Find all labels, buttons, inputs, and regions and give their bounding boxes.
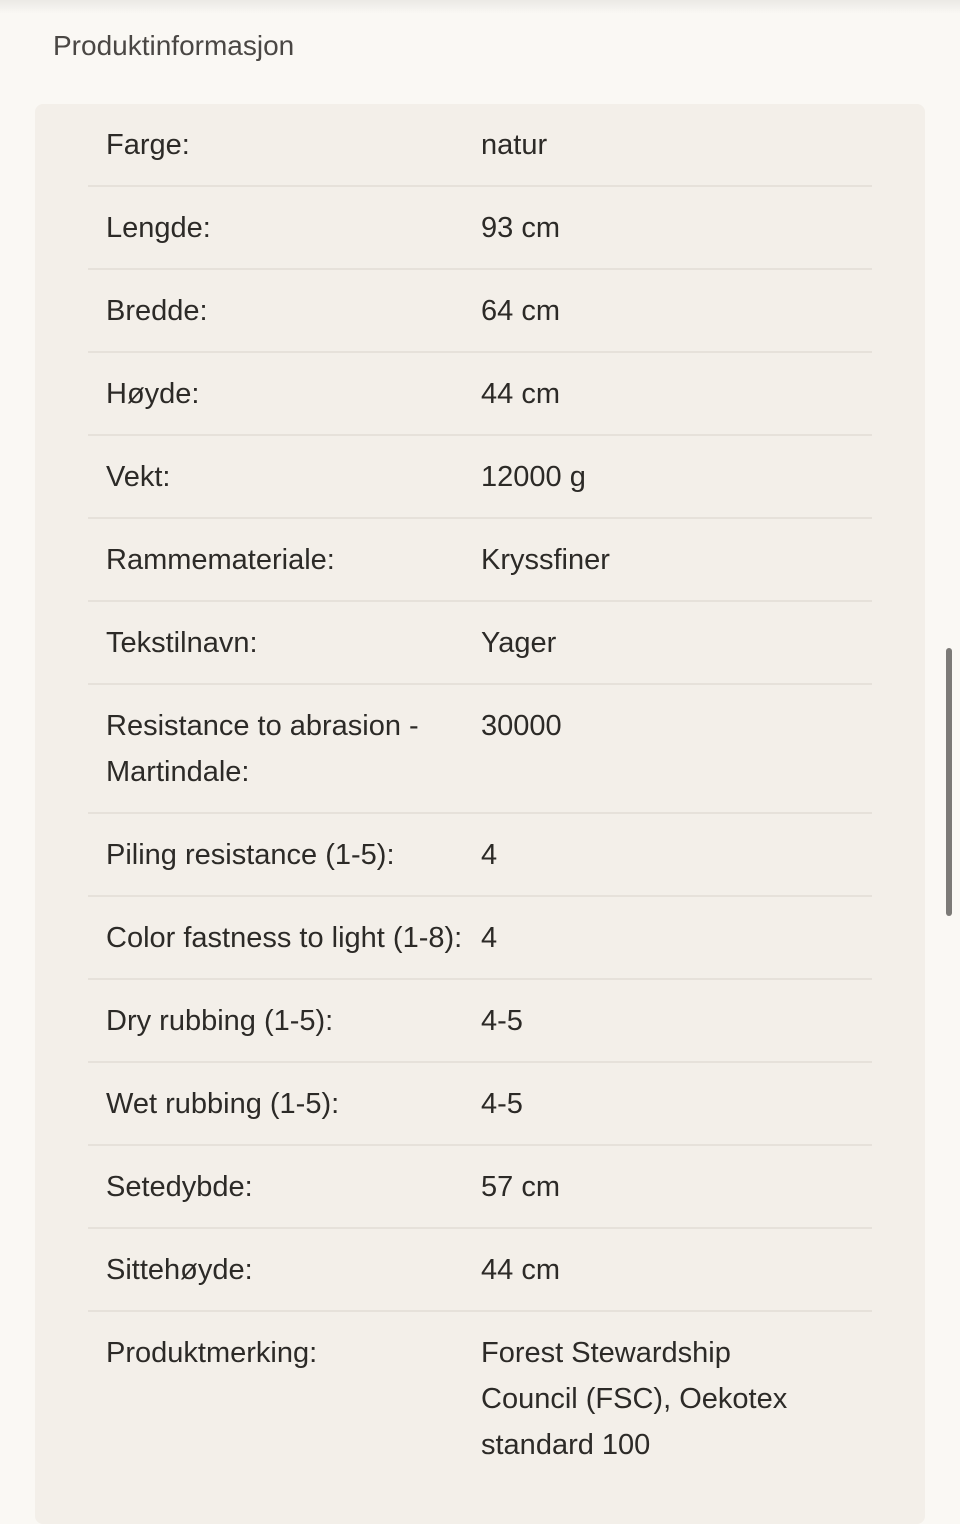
spec-value: 44 cm [481,1254,560,1286]
product-info-panel [35,104,925,1524]
spec-row-dry-rubbing [88,980,872,1063]
spec-value: natur [481,129,548,161]
spec-value: 12000 g [481,461,586,493]
spec-label: Vekt: [106,461,171,493]
spec-value: 64 cm [481,295,560,327]
spec-value: 4 [481,922,498,954]
spec-row-textile-name [88,602,872,685]
spec-row-frame-material [88,519,872,602]
spec-label: Color fastness to light (1-8): [106,922,463,954]
spec-value: 57 cm [481,1171,560,1203]
spec-row-wet-rubbing [88,1063,872,1146]
spec-label: Piling resistance (1-5): [106,839,395,871]
spec-label: Bredde: [106,295,208,327]
spec-value: Yager [481,627,557,659]
spec-label: Tekstilnavn: [106,627,258,659]
header-shadow [0,0,960,14]
scrollbar-thumb[interactable] [946,648,952,916]
spec-value: 4-5 [481,1088,523,1120]
spec-row-piling [88,814,872,897]
spec-value: 44 cm [481,378,560,410]
spec-label: Sittehøyde: [106,1254,253,1286]
spec-row-width [88,270,872,353]
spec-label: Dry rubbing (1-5): [106,1005,334,1037]
spec-value: 30000 [481,710,562,742]
spec-row-height [88,353,872,436]
spec-row-weight [88,436,872,519]
spec-value: Forest Stewardship Council (FSC), Oekotex standard 100 [481,1337,788,1461]
spec-row-seat-depth [88,1146,872,1229]
spec-label: Farge: [106,129,190,161]
section-title[interactable]: Produktinformasjon [53,30,295,61]
spec-label: Rammemateriale: [106,544,335,576]
spec-value: 93 cm [481,212,560,244]
spec-value: 4-5 [481,1005,523,1037]
spec-label: Setedybde: [106,1171,253,1203]
spec-row-length [88,187,872,270]
spec-row-seat-height [88,1229,872,1312]
spec-label: Wet rubbing (1-5): [106,1088,340,1120]
spec-row-color [88,104,872,187]
spec-label: Lengde: [106,212,211,244]
spec-label: Høyde: [106,378,200,410]
spec-value: Kryssfiner [481,544,610,576]
spec-label: Produktmerking: [106,1337,318,1369]
spec-row-color-fastness [88,897,872,980]
spec-value: 4 [481,839,498,871]
spec-table [88,104,872,1495]
spec-label: Resistance to abrasion - Martindale: [106,710,419,788]
spec-row-certification [88,1312,872,1495]
spec-row-abrasion [88,685,872,814]
